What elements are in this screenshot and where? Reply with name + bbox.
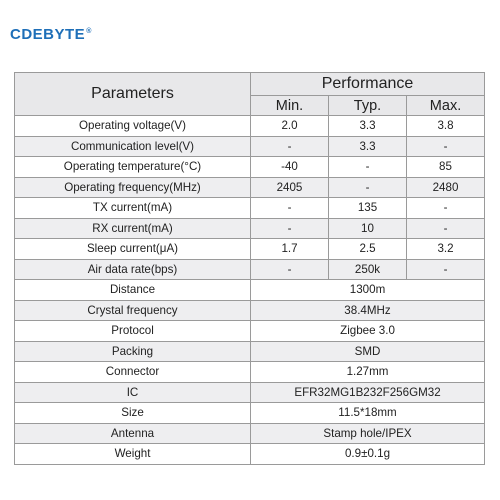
param-cell: TX current(mA) xyxy=(15,198,251,219)
value-cell: Zigbee 3.0 xyxy=(251,321,485,342)
value-cell: 0.9±0.1g xyxy=(251,444,485,465)
table-row xyxy=(15,423,485,444)
max-cell: 2480 xyxy=(407,177,485,198)
min-cell: 2.0 xyxy=(251,116,329,137)
table-row xyxy=(15,259,485,280)
min-cell: - xyxy=(251,136,329,157)
param-cell: Operating voltage(V) xyxy=(15,116,251,137)
param-cell: Weight xyxy=(15,444,251,465)
table-row xyxy=(15,321,485,342)
typ-cell: 10 xyxy=(329,218,407,239)
table-row xyxy=(15,280,485,301)
value-cell: SMD xyxy=(251,341,485,362)
min-cell: 2405 xyxy=(251,177,329,198)
typ-cell: 250k xyxy=(329,259,407,280)
performance-header: Performance xyxy=(251,73,485,96)
typ-cell: - xyxy=(329,177,407,198)
table-row xyxy=(15,136,485,157)
value-cell: EFR32MG1B232F256GM32 xyxy=(251,382,485,403)
table-row xyxy=(15,403,485,424)
param-cell: Size xyxy=(15,403,251,424)
table-row xyxy=(15,362,485,383)
max-cell: 85 xyxy=(407,157,485,178)
max-cell: - xyxy=(407,218,485,239)
max-cell: - xyxy=(407,259,485,280)
value-cell: 1300m xyxy=(251,280,485,301)
max-cell: 3.8 xyxy=(407,116,485,137)
param-cell: Operating frequency(MHz) xyxy=(15,177,251,198)
table-row xyxy=(15,116,485,137)
param-cell: Air data rate(bps) xyxy=(15,259,251,280)
min-cell: - xyxy=(251,198,329,219)
table-row xyxy=(15,177,485,198)
min-cell: - xyxy=(251,218,329,239)
table-row xyxy=(15,444,485,465)
brand-logo xyxy=(10,26,92,43)
table-row xyxy=(15,239,485,260)
param-cell: Crystal frequency xyxy=(15,300,251,321)
param-cell: Distance xyxy=(15,280,251,301)
value-cell: 11.5*18mm xyxy=(251,403,485,424)
param-cell: Connector xyxy=(15,362,251,383)
param-cell: Antenna xyxy=(15,423,251,444)
min-cell: 1.7 xyxy=(251,239,329,260)
min-cell: - xyxy=(251,259,329,280)
typ-cell: 135 xyxy=(329,198,407,219)
value-cell: Stamp hole/IPEX xyxy=(251,423,485,444)
min-header: Min. xyxy=(251,96,329,116)
param-cell: Packing xyxy=(15,341,251,362)
max-header: Max. xyxy=(407,96,485,116)
param-cell: RX current(mA) xyxy=(15,218,251,239)
max-cell: 3.2 xyxy=(407,239,485,260)
value-cell: 1.27mm xyxy=(251,362,485,383)
param-cell: Communication level(V) xyxy=(15,136,251,157)
min-cell: -40 xyxy=(251,157,329,178)
spec-table xyxy=(14,72,485,465)
typ-cell: 2.5 xyxy=(329,239,407,260)
param-cell: Protocol xyxy=(15,321,251,342)
typ-cell: - xyxy=(329,157,407,178)
typ-cell: 3.3 xyxy=(329,116,407,137)
table-row xyxy=(15,341,485,362)
table-row xyxy=(15,198,485,219)
table-row xyxy=(15,218,485,239)
brand-name: CDEBYTE xyxy=(10,26,86,43)
typ-cell: 3.3 xyxy=(329,136,407,157)
table-row xyxy=(15,157,485,178)
max-cell: - xyxy=(407,198,485,219)
max-cell: - xyxy=(407,136,485,157)
typ-header: Typ. xyxy=(329,96,407,116)
param-cell: IC xyxy=(15,382,251,403)
param-cell: Sleep current(μA) xyxy=(15,239,251,260)
table-row xyxy=(15,300,485,321)
param-cell: Operating temperature(°C) xyxy=(15,157,251,178)
registered-mark: ® xyxy=(86,28,92,35)
value-cell: 38.4MHz xyxy=(251,300,485,321)
parameters-header: Parameters xyxy=(15,73,251,116)
table-row xyxy=(15,382,485,403)
